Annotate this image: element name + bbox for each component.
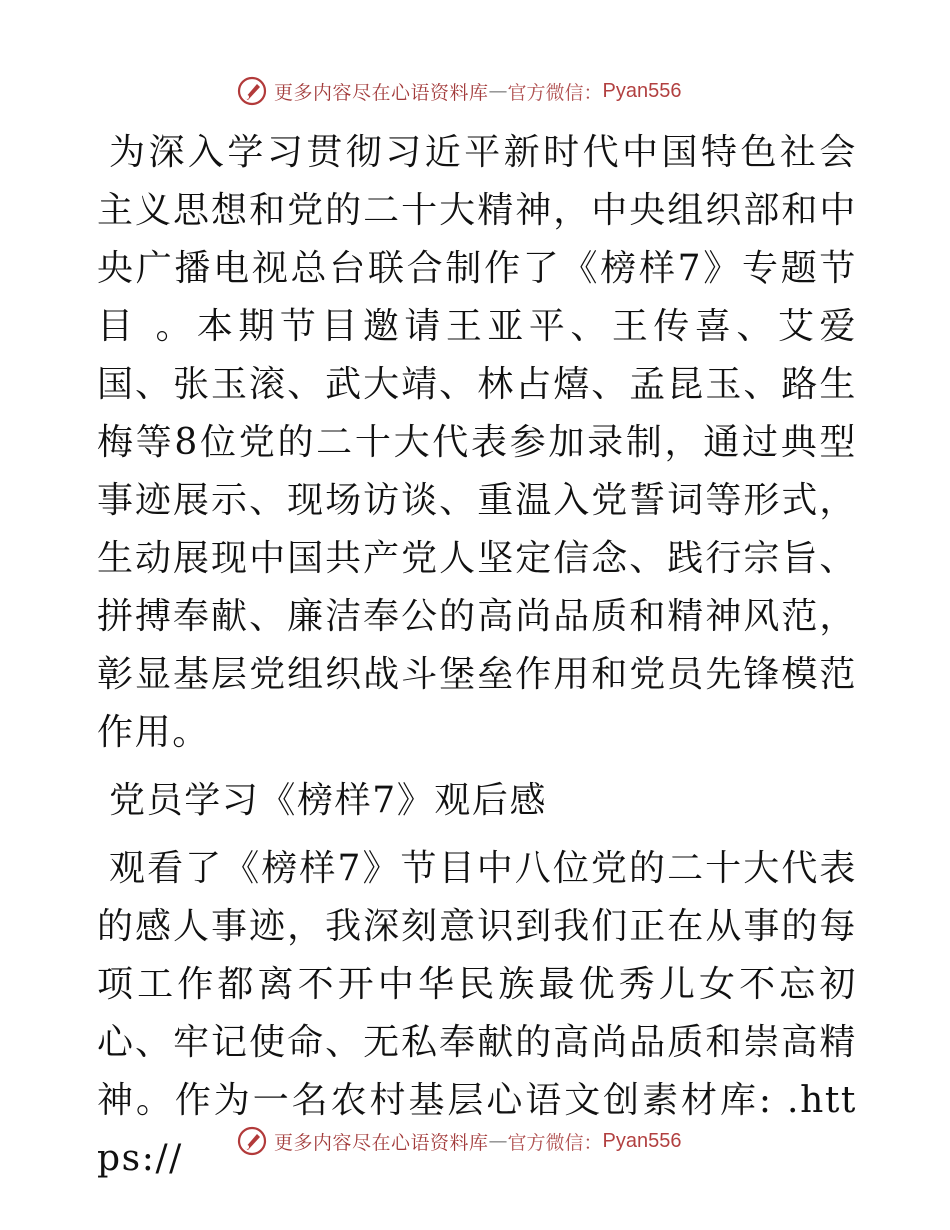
header-watermark (236, 74, 682, 108)
intro-paragraph: 为深入学习贯彻习近平新时代中国特色社会主义思想和党的二十大精神，中央组织部和中央广播电视总台联合制作了《榜样7》专题节目 。本期节目邀请王亚平、王传喜、艾爱国、张玉滚、武大靖、林占熺、孟昆玉、路生梅等8位党的二十大代表参加录制，通过典型事迹展示、现场访谈、重温入党誓词等形式，生动展现中国共产党人坚定信念、践行宗旨、拼搏奉献、廉洁奉公的高尚品质和精神风范，彰显基层党组织战斗堡垒作用和党员先锋模范作用。 (97, 132, 857, 753)
watermark-wechat-id: Pyan556 (602, 1129, 682, 1152)
watermark-wechat-label: 官方微信： (507, 81, 603, 104)
watermark-wechat-id: Pyan556 (602, 79, 682, 102)
watermark-text: 更多内容尽在心语资料库 (274, 1131, 489, 1154)
watermark-text: 更多内容尽在心语资料库 (274, 81, 489, 104)
watermark-separator: — (488, 1130, 508, 1152)
watermark-separator: — (488, 80, 508, 102)
document-body (97, 124, 857, 1188)
quill-logo-icon (236, 75, 268, 107)
body-paragraph: 观看了《榜样7》节目中八位党的二十大代表的感人事迹，我深刻意识到我们正在从事的每项工作都离不开中华民族最优秀儿女不忘初心、牢记使命、无私奉献的高尚品质和崇高精神。作为一名农村基层心语文创素材库: .https:// (97, 848, 857, 1179)
footer-watermark (236, 1124, 682, 1158)
watermark-wechat-label: 官方微信： (507, 1131, 603, 1154)
section-heading: 党员学习《榜样7》观后感 (109, 780, 548, 821)
quill-logo-icon (236, 1125, 268, 1157)
